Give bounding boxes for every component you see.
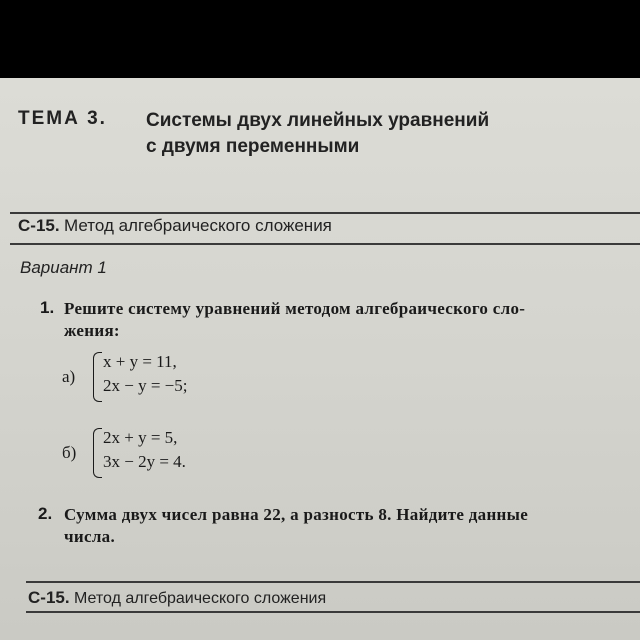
- footer-section-code: С-15.: [28, 588, 70, 607]
- task2-text-line2: числа.: [64, 527, 116, 546]
- theme-label: ТЕМА 3.: [18, 108, 107, 129]
- section-code: С-15.: [18, 216, 60, 235]
- task1-number: 1.: [40, 298, 55, 317]
- footer-section-name: Метод алгебраического сложения: [74, 590, 327, 607]
- system-a-label: а): [62, 367, 76, 386]
- task2-text-line1: Сумма двух чисел равна 22, а разность 8. Найдите данные: [64, 505, 529, 524]
- system-a-eq2: 2x − y = −5;: [103, 376, 188, 395]
- system-b-eq2: 3x − 2y = 4.: [103, 452, 186, 471]
- textbook-page: [0, 78, 640, 640]
- task2-number: 2.: [38, 504, 53, 523]
- section-bottom-rule: [10, 243, 640, 245]
- section-top-rule: [10, 212, 640, 214]
- task2-text: [64, 504, 528, 548]
- task1-text: [64, 298, 525, 342]
- system-b-eq1: 2x + y = 5,: [103, 428, 178, 447]
- section-name: Метод алгебраического сложения: [64, 216, 332, 235]
- footer-section-header: [28, 588, 326, 608]
- task1-text-line1: Решите систему уравнений методом алгебраического сло-: [64, 299, 526, 318]
- task1-text-line2: жения:: [64, 321, 120, 340]
- variant-label: Вариант 1: [20, 258, 107, 277]
- system-a-eq1: x + y = 11,: [103, 352, 177, 371]
- system-b-equations: [103, 426, 186, 474]
- system-a-equations: [103, 350, 188, 398]
- system-b-brace: [93, 428, 102, 478]
- footer-bottom-rule: [26, 611, 640, 613]
- section-header: [18, 216, 332, 236]
- theme-title-line1: Системы двух линейных уравнений: [146, 110, 490, 131]
- system-a-brace: [93, 352, 102, 402]
- footer-top-rule: [26, 581, 640, 583]
- theme-title: [146, 108, 489, 160]
- theme-title-line2: с двумя переменными: [146, 136, 360, 157]
- system-b-label: б): [62, 443, 77, 462]
